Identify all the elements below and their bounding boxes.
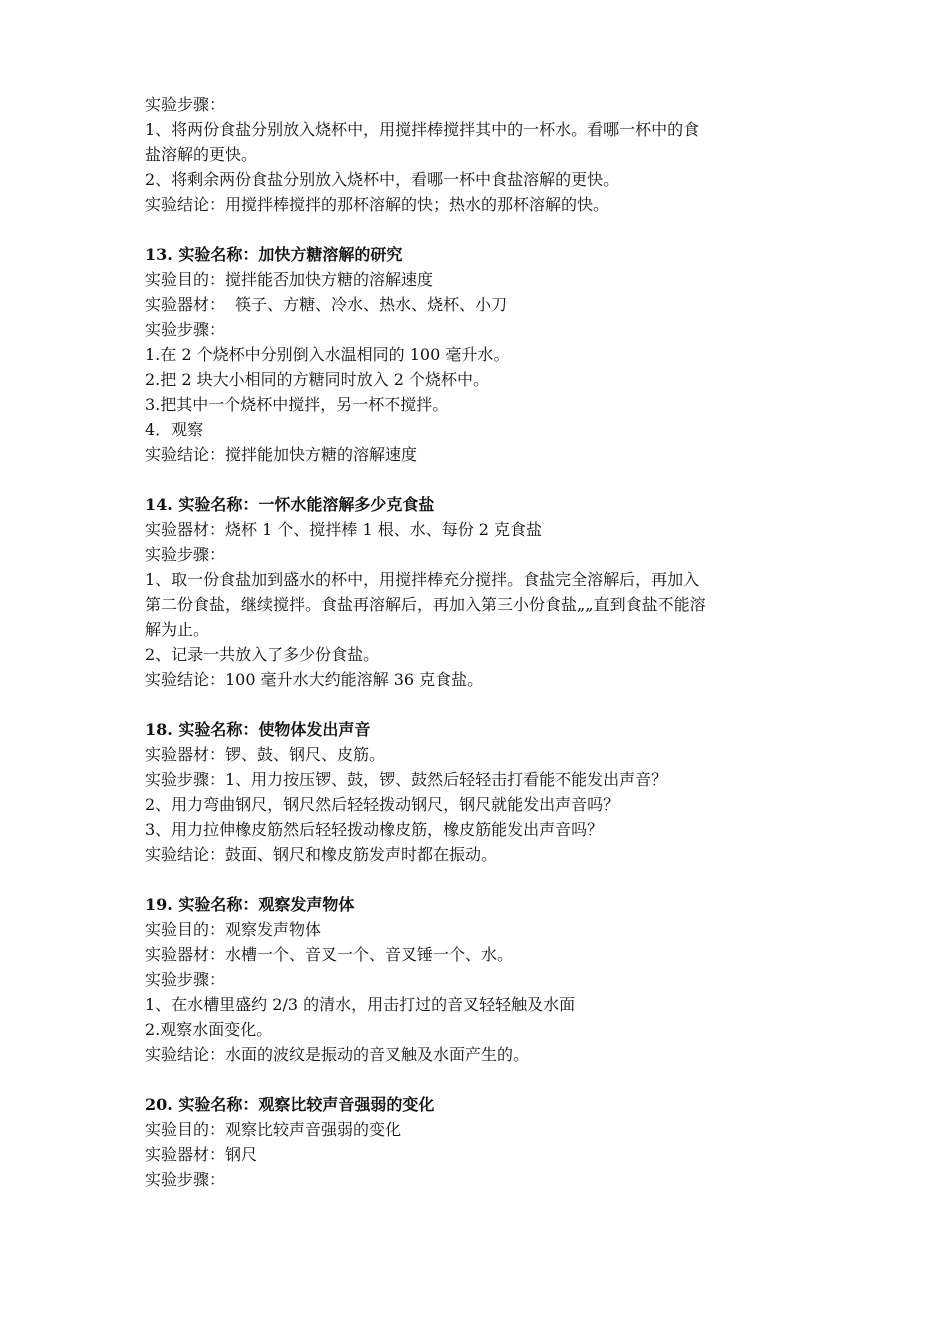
exp13-step-2: 2.把 2 块大小相同的方糖同时放入 2 个烧杯中。: [145, 370, 489, 389]
exp13-steps-label: 实验步骤：: [145, 320, 226, 339]
exp14-conclusion: 实验结论：100 毫升水大约能溶解 36 克食盐。: [145, 670, 484, 689]
exp13-conclusion: 实验结论：搅拌能加快方糖的溶解速度: [145, 445, 418, 464]
exp19-steps-label: 实验步骤：: [145, 970, 226, 989]
exp13-step-1: 1.在 2 个烧杯中分别倒入水温相同的 100 毫升水。: [145, 345, 510, 364]
exp19-conclusion: 实验结论：水面的波纹是振动的音叉触及水面产生的。: [145, 1045, 530, 1064]
exp19-purpose: 实验目的：观察发声物体: [145, 920, 322, 939]
intro-step-1b: 盐溶解的更快。: [145, 145, 258, 164]
exp20-steps-label: 实验步骤：: [145, 1170, 226, 1189]
exp18-materials: 实验器材：锣、鼓、钢尺、皮筋。: [145, 745, 386, 764]
intro-step-1a: 1、将两份食盐分别放入烧杯中，用搅拌棒搅拌其中的一杯水。看哪一杯中的食: [145, 120, 700, 139]
exp19-step-1: 1、在水槽里盛约 2/3 的清水，用击打过的音叉轻轻触及水面: [145, 995, 576, 1014]
spacer: [145, 692, 825, 717]
exp13-purpose: 实验目的：搅拌能否加快方糖的溶解速度: [145, 270, 434, 289]
document-page: [145, 92, 825, 1192]
spacer: [145, 867, 825, 892]
exp14-step-1c: 解为止。: [145, 620, 210, 639]
intro-conclusion: 实验结论：用搅拌棒搅拌的那杯溶解的快；热水的那杯溶解的快。: [145, 195, 610, 214]
exp18-title: 18. 实验名称：使物体发出声音: [145, 720, 371, 739]
exp14-steps-label: 实验步骤：: [145, 545, 226, 564]
exp19-step-2: 2.观察水面变化。: [145, 1020, 273, 1039]
exp14-materials: 实验器材：烧杯 1 个、搅拌棒 1 根、水、每份 2 克食盐: [145, 520, 543, 539]
exp18-conclusion: 实验结论：鼓面、钢尺和橡皮筋发声时都在振动。: [145, 845, 498, 864]
exp13-title: 13. 实验名称：加快方糖溶解的研究: [145, 245, 403, 264]
spacer: [145, 1067, 825, 1092]
exp19-title: 19. 实验名称：观察发声物体: [145, 895, 355, 914]
exp13-step-3: 3.把其中一个烧杯中搅拌，另一杯不搅拌。: [145, 395, 449, 414]
intro-step-2: 2、将剩余两份食盐分别放入烧杯中，看哪一杯中食盐溶解的更快。: [145, 170, 620, 189]
exp13-materials: 实验器材： 筷子、方糖、冷水、热水、烧杯、小刀: [145, 295, 508, 314]
exp14-step-1a: 1、取一份食盐加到盛水的杯中，用搅拌棒充分搅拌。食盐完全溶解后，再加入: [145, 570, 700, 589]
intro-steps-label: 实验步骤：: [145, 95, 226, 114]
spacer: [145, 467, 825, 492]
exp14-title: 14. 实验名称：一怀水能溶解多少克食盐: [145, 495, 435, 514]
exp14-step-1b: 第二份食盐，继续搅拌。食盐再溶解后，再加入第三小份食盐„„直到食盐不能溶: [145, 595, 706, 614]
exp18-step-3: 3、用力拉伸橡皮筋然后轻轻拨动橡皮筋，橡皮筋能发出声音吗？: [145, 820, 604, 839]
exp19-materials: 实验器材：水槽一个、音叉一个、音叉锤一个、水。: [145, 945, 514, 964]
exp20-title: 20. 实验名称：观察比较声音强弱的变化: [145, 1095, 435, 1114]
exp13-step-4: 4．观察: [145, 420, 204, 439]
exp18-step-1: 实验步骤：1、用力按压锣、鼓，锣、鼓然后轻轻击打看能不能发出声音？: [145, 770, 668, 789]
spacer: [145, 217, 825, 242]
exp18-step-2: 2、用力弯曲钢尺，钢尺然后轻轻拨动钢尺，钢尺就能发出声音吗？: [145, 795, 620, 814]
exp20-materials: 实验器材：钢尺: [145, 1145, 258, 1164]
exp20-purpose: 实验目的：观察比较声音强弱的变化: [145, 1120, 402, 1139]
exp14-step-2: 2、记录一共放入了多少份食盐。: [145, 645, 380, 664]
